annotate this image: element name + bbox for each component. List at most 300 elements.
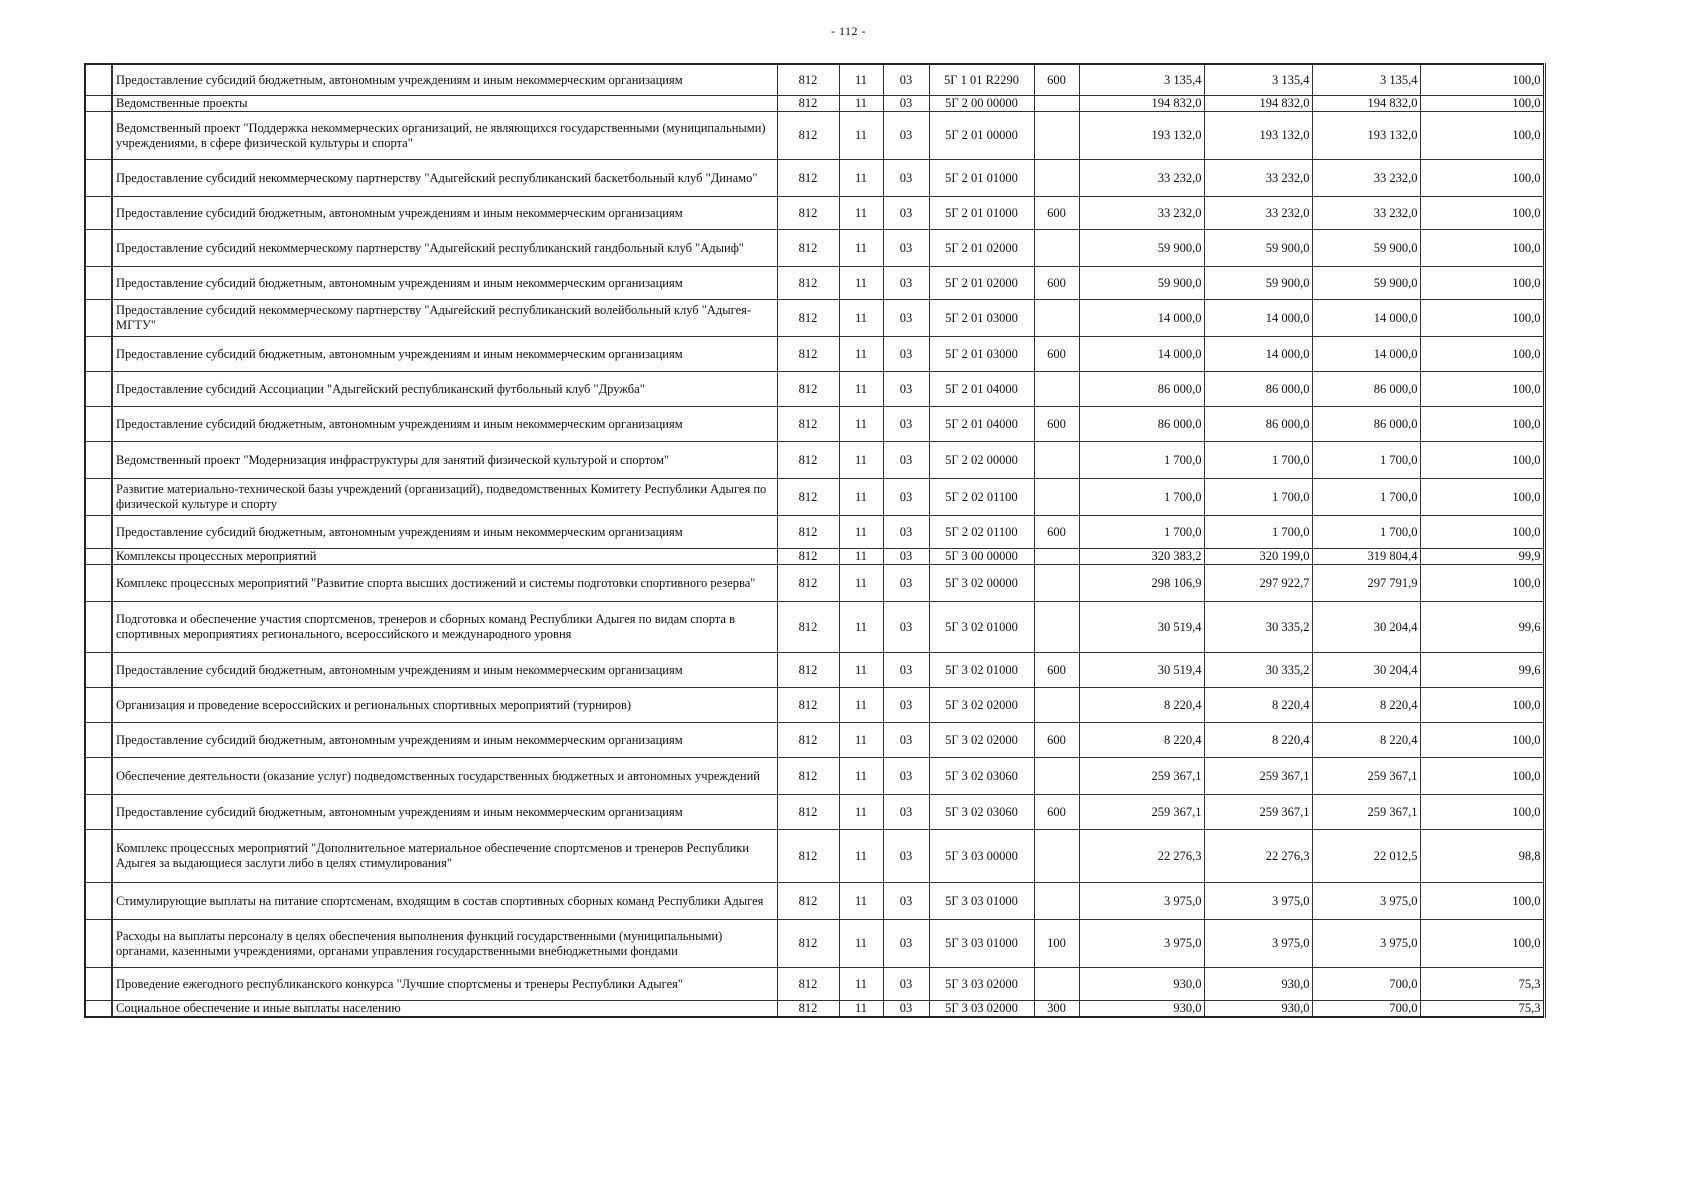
row-section-code: 11 — [839, 795, 883, 830]
row-amount-revised: 320 199,0 — [1204, 549, 1312, 565]
row-margin-cell — [85, 160, 112, 197]
row-name: Предоставление субсидий бюджетным, автономным учреждениям и иным некоммерческим организациям — [112, 723, 777, 758]
table-row — [85, 549, 1544, 565]
row-amount-revised: 3 975,0 — [1204, 883, 1312, 920]
row-subsection-code: 03 — [883, 337, 929, 372]
row-amount-revised: 30 335,2 — [1204, 602, 1312, 653]
row-section-code: 11 — [839, 920, 883, 968]
row-execution-percent: 100,0 — [1420, 795, 1544, 830]
row-section-code: 11 — [839, 300, 883, 337]
row-expense-type: 600 — [1034, 653, 1079, 688]
row-name: Развитие материально-технической базы учреждений (организаций), подведомственных Комитету Республики Адыгея по физической культуре и спорту — [112, 479, 777, 516]
row-expense-type — [1034, 565, 1079, 602]
row-amount-executed: 59 900,0 — [1312, 230, 1420, 267]
row-ministry-code: 812 — [777, 795, 839, 830]
budget-table-wrapper — [84, 63, 1546, 1018]
row-ministry-code: 812 — [777, 372, 839, 407]
row-subsection-code: 03 — [883, 442, 929, 479]
row-amount-executed: 8 220,4 — [1312, 723, 1420, 758]
row-ministry-code: 812 — [777, 407, 839, 442]
row-amount-revised: 930,0 — [1204, 968, 1312, 1001]
row-margin-cell — [85, 758, 112, 795]
row-amount-executed: 86 000,0 — [1312, 372, 1420, 407]
row-section-code: 11 — [839, 230, 883, 267]
row-target-article: 5Г 3 03 02000 — [929, 968, 1034, 1001]
row-expense-type: 600 — [1034, 197, 1079, 230]
row-amount-planned: 259 367,1 — [1079, 758, 1204, 795]
row-amount-revised: 86 000,0 — [1204, 372, 1312, 407]
row-amount-executed: 33 232,0 — [1312, 197, 1420, 230]
row-ministry-code: 812 — [777, 723, 839, 758]
row-amount-executed: 3 975,0 — [1312, 920, 1420, 968]
row-section-code: 11 — [839, 337, 883, 372]
row-section-code: 11 — [839, 267, 883, 300]
row-target-article: 5Г 2 02 01100 — [929, 516, 1034, 549]
row-target-article: 5Г 3 03 02000 — [929, 1001, 1034, 1018]
row-target-article: 5Г 2 01 04000 — [929, 372, 1034, 407]
row-section-code: 11 — [839, 723, 883, 758]
row-target-article: 5Г 2 01 03000 — [929, 300, 1034, 337]
row-margin-cell — [85, 267, 112, 300]
table-row — [85, 407, 1544, 442]
row-amount-executed: 22 012,5 — [1312, 830, 1420, 883]
row-amount-executed: 1 700,0 — [1312, 516, 1420, 549]
row-ministry-code: 812 — [777, 230, 839, 267]
row-amount-executed: 194 832,0 — [1312, 96, 1420, 112]
row-subsection-code: 03 — [883, 112, 929, 160]
row-execution-percent: 100,0 — [1420, 758, 1544, 795]
row-amount-planned: 194 832,0 — [1079, 96, 1204, 112]
row-amount-executed: 33 232,0 — [1312, 160, 1420, 197]
row-name: Организация и проведение всероссийских и региональных спортивных мероприятий (турниров) — [112, 688, 777, 723]
row-target-article: 5Г 3 03 01000 — [929, 920, 1034, 968]
row-name: Предоставление субсидий некоммерческому партнерству "Адыгейский республиканский волейбольный клуб "Адыгея-МГТУ" — [112, 300, 777, 337]
table-row — [85, 516, 1544, 549]
row-target-article: 5Г 2 02 01100 — [929, 479, 1034, 516]
row-margin-cell — [85, 688, 112, 723]
table-row — [85, 883, 1544, 920]
row-subsection-code: 03 — [883, 300, 929, 337]
row-amount-executed: 259 367,1 — [1312, 795, 1420, 830]
row-section-code: 11 — [839, 830, 883, 883]
table-row — [85, 653, 1544, 688]
row-expense-type — [1034, 96, 1079, 112]
table-row — [85, 723, 1544, 758]
row-target-article: 5Г 3 02 03060 — [929, 758, 1034, 795]
row-margin-cell — [85, 112, 112, 160]
row-expense-type — [1034, 968, 1079, 1001]
row-target-article: 5Г 2 01 00000 — [929, 112, 1034, 160]
row-section-code: 11 — [839, 64, 883, 96]
row-amount-executed: 86 000,0 — [1312, 407, 1420, 442]
row-margin-cell — [85, 830, 112, 883]
table-row — [85, 300, 1544, 337]
row-section-code: 11 — [839, 602, 883, 653]
table-row — [85, 602, 1544, 653]
row-amount-executed: 8 220,4 — [1312, 688, 1420, 723]
table-row — [85, 968, 1544, 1001]
row-name: Расходы на выплаты персоналу в целях обеспечения выполнения функций государственными (муниципальными) органами, казенными учреждениями, органами управления государственными внебюджетными фондами — [112, 920, 777, 968]
row-amount-revised: 259 367,1 — [1204, 795, 1312, 830]
budget-table — [84, 63, 1546, 1018]
row-amount-revised: 59 900,0 — [1204, 230, 1312, 267]
row-execution-percent: 100,0 — [1420, 64, 1544, 96]
row-target-article: 5Г 3 02 01000 — [929, 602, 1034, 653]
row-section-code: 11 — [839, 372, 883, 407]
row-subsection-code: 03 — [883, 230, 929, 267]
row-amount-revised: 22 276,3 — [1204, 830, 1312, 883]
row-target-article: 5Г 3 03 00000 — [929, 830, 1034, 883]
row-target-article: 5Г 2 01 01000 — [929, 197, 1034, 230]
row-target-article: 5Г 2 01 02000 — [929, 267, 1034, 300]
row-margin-cell — [85, 1001, 112, 1018]
row-ministry-code: 812 — [777, 112, 839, 160]
row-execution-percent: 99,6 — [1420, 653, 1544, 688]
row-execution-percent: 100,0 — [1420, 883, 1544, 920]
row-section-code: 11 — [839, 883, 883, 920]
row-name: Социальное обеспечение и иные выплаты населению — [112, 1001, 777, 1018]
row-amount-executed: 59 900,0 — [1312, 267, 1420, 300]
row-amount-planned: 59 900,0 — [1079, 267, 1204, 300]
row-subsection-code: 03 — [883, 795, 929, 830]
row-amount-planned: 8 220,4 — [1079, 688, 1204, 723]
row-amount-executed: 30 204,4 — [1312, 602, 1420, 653]
row-section-code: 11 — [839, 479, 883, 516]
row-name: Ведомственный проект "Поддержка некоммерческих организаций, не являющихся государственными (муниципальными) учреждениями, в сфере физической культуры и спорта" — [112, 112, 777, 160]
row-amount-revised: 33 232,0 — [1204, 160, 1312, 197]
table-row — [85, 230, 1544, 267]
row-amount-revised: 1 700,0 — [1204, 479, 1312, 516]
row-subsection-code: 03 — [883, 920, 929, 968]
row-name: Предоставление субсидий бюджетным, автономным учреждениям и иным некоммерческим организациям — [112, 197, 777, 230]
row-amount-planned: 320 383,2 — [1079, 549, 1204, 565]
table-row — [85, 96, 1544, 112]
row-execution-percent: 100,0 — [1420, 372, 1544, 407]
row-amount-executed: 700,0 — [1312, 968, 1420, 1001]
row-subsection-code: 03 — [883, 197, 929, 230]
row-margin-cell — [85, 602, 112, 653]
row-amount-planned: 86 000,0 — [1079, 407, 1204, 442]
table-row — [85, 442, 1544, 479]
row-expense-type — [1034, 112, 1079, 160]
row-amount-revised: 259 367,1 — [1204, 758, 1312, 795]
row-amount-planned: 33 232,0 — [1079, 197, 1204, 230]
row-margin-cell — [85, 920, 112, 968]
table-row — [85, 688, 1544, 723]
row-amount-revised: 14 000,0 — [1204, 300, 1312, 337]
row-subsection-code: 03 — [883, 968, 929, 1001]
row-name: Предоставление субсидий Ассоциации "Адыгейский республиканский футбольный клуб "Дружба" — [112, 372, 777, 407]
row-amount-planned: 59 900,0 — [1079, 230, 1204, 267]
row-amount-revised: 3 135,4 — [1204, 64, 1312, 96]
row-target-article: 5Г 3 02 00000 — [929, 565, 1034, 602]
row-execution-percent: 100,0 — [1420, 688, 1544, 723]
row-ministry-code: 812 — [777, 96, 839, 112]
row-name: Предоставление субсидий бюджетным, автономным учреждениям и иным некоммерческим организациям — [112, 267, 777, 300]
row-margin-cell — [85, 479, 112, 516]
row-execution-percent: 100,0 — [1420, 442, 1544, 479]
row-name: Предоставление субсидий некоммерческому партнерству "Адыгейский республиканский гандбольный клуб "Адыиф" — [112, 230, 777, 267]
row-expense-type: 100 — [1034, 920, 1079, 968]
row-amount-executed: 1 700,0 — [1312, 442, 1420, 479]
row-execution-percent: 98,8 — [1420, 830, 1544, 883]
row-section-code: 11 — [839, 112, 883, 160]
row-ministry-code: 812 — [777, 479, 839, 516]
row-execution-percent: 100,0 — [1420, 337, 1544, 372]
row-amount-planned: 259 367,1 — [1079, 795, 1204, 830]
row-name: Комплекс процессных мероприятий "Развитие спорта высших достижений и системы подготовки спортивного резерва" — [112, 565, 777, 602]
row-amount-executed: 193 132,0 — [1312, 112, 1420, 160]
row-name: Предоставление субсидий бюджетным, автономным учреждениям и иным некоммерческим организациям — [112, 407, 777, 442]
table-row — [85, 565, 1544, 602]
row-name: Комплексы процессных мероприятий — [112, 549, 777, 565]
row-margin-cell — [85, 723, 112, 758]
row-ministry-code: 812 — [777, 549, 839, 565]
row-amount-planned: 1 700,0 — [1079, 479, 1204, 516]
row-amount-revised: 1 700,0 — [1204, 442, 1312, 479]
row-ministry-code: 812 — [777, 160, 839, 197]
row-target-article: 5Г 3 02 02000 — [929, 688, 1034, 723]
row-execution-percent: 99,9 — [1420, 549, 1544, 565]
row-subsection-code: 03 — [883, 1001, 929, 1018]
row-margin-cell — [85, 300, 112, 337]
row-section-code: 11 — [839, 1001, 883, 1018]
page-number: - 112 - — [830, 24, 867, 38]
row-subsection-code: 03 — [883, 372, 929, 407]
row-ministry-code: 812 — [777, 442, 839, 479]
table-row — [85, 197, 1544, 230]
row-execution-percent: 100,0 — [1420, 96, 1544, 112]
row-margin-cell — [85, 407, 112, 442]
row-subsection-code: 03 — [883, 883, 929, 920]
row-subsection-code: 03 — [883, 479, 929, 516]
row-amount-planned: 3 975,0 — [1079, 883, 1204, 920]
row-execution-percent: 100,0 — [1420, 723, 1544, 758]
row-amount-planned: 14 000,0 — [1079, 300, 1204, 337]
row-ministry-code: 812 — [777, 300, 839, 337]
row-target-article: 5Г 2 01 02000 — [929, 230, 1034, 267]
row-margin-cell — [85, 968, 112, 1001]
row-execution-percent: 100,0 — [1420, 516, 1544, 549]
row-subsection-code: 03 — [883, 96, 929, 112]
row-ministry-code: 812 — [777, 197, 839, 230]
row-expense-type — [1034, 372, 1079, 407]
row-amount-revised: 33 232,0 — [1204, 197, 1312, 230]
row-ministry-code: 812 — [777, 653, 839, 688]
row-amount-revised: 14 000,0 — [1204, 337, 1312, 372]
row-subsection-code: 03 — [883, 653, 929, 688]
row-name: Ведомственный проект "Модернизация инфраструктуры для занятий физической культурой и спортом" — [112, 442, 777, 479]
row-ministry-code: 812 — [777, 337, 839, 372]
row-ministry-code: 812 — [777, 516, 839, 549]
row-section-code: 11 — [839, 549, 883, 565]
row-name: Предоставление субсидий бюджетным, автономным учреждениям и иным некоммерческим организациям — [112, 337, 777, 372]
row-section-code: 11 — [839, 565, 883, 602]
row-expense-type: 600 — [1034, 407, 1079, 442]
row-margin-cell — [85, 516, 112, 549]
table-row — [85, 267, 1544, 300]
row-amount-planned: 22 276,3 — [1079, 830, 1204, 883]
row-expense-type — [1034, 758, 1079, 795]
row-amount-revised: 1 700,0 — [1204, 516, 1312, 549]
row-amount-planned: 86 000,0 — [1079, 372, 1204, 407]
row-ministry-code: 812 — [777, 920, 839, 968]
row-ministry-code: 812 — [777, 64, 839, 96]
row-amount-planned: 30 519,4 — [1079, 653, 1204, 688]
row-subsection-code: 03 — [883, 516, 929, 549]
row-name: Предоставление субсидий бюджетным, автономным учреждениям и иным некоммерческим организациям — [112, 516, 777, 549]
table-row — [85, 758, 1544, 795]
row-amount-revised: 3 975,0 — [1204, 920, 1312, 968]
row-execution-percent: 100,0 — [1420, 267, 1544, 300]
row-amount-planned: 33 232,0 — [1079, 160, 1204, 197]
row-target-article: 5Г 3 02 02000 — [929, 723, 1034, 758]
row-execution-percent: 100,0 — [1420, 230, 1544, 267]
table-body — [85, 64, 1544, 1017]
row-expense-type — [1034, 160, 1079, 197]
row-execution-percent: 100,0 — [1420, 112, 1544, 160]
row-name: Предоставление субсидий бюджетным, автономным учреждениям и иным некоммерческим организациям — [112, 795, 777, 830]
row-section-code: 11 — [839, 758, 883, 795]
row-margin-cell — [85, 549, 112, 565]
row-ministry-code: 812 — [777, 565, 839, 602]
row-subsection-code: 03 — [883, 688, 929, 723]
row-name: Предоставление субсидий некоммерческому партнерству "Адыгейский республиканский баскетбольный клуб "Динамо" — [112, 160, 777, 197]
table-row — [85, 830, 1544, 883]
row-margin-cell — [85, 883, 112, 920]
row-amount-executed: 259 367,1 — [1312, 758, 1420, 795]
row-amount-executed: 3 975,0 — [1312, 883, 1420, 920]
row-execution-percent: 100,0 — [1420, 160, 1544, 197]
row-target-article: 5Г 3 02 01000 — [929, 653, 1034, 688]
row-expense-type — [1034, 230, 1079, 267]
row-section-code: 11 — [839, 688, 883, 723]
row-amount-planned: 14 000,0 — [1079, 337, 1204, 372]
row-expense-type: 300 — [1034, 1001, 1079, 1018]
row-amount-revised: 8 220,4 — [1204, 723, 1312, 758]
row-amount-planned: 930,0 — [1079, 1001, 1204, 1018]
row-subsection-code: 03 — [883, 565, 929, 602]
row-execution-percent: 99,6 — [1420, 602, 1544, 653]
row-amount-planned: 3 975,0 — [1079, 920, 1204, 968]
row-amount-executed: 700,0 — [1312, 1001, 1420, 1018]
row-amount-executed: 30 204,4 — [1312, 653, 1420, 688]
row-ministry-code: 812 — [777, 267, 839, 300]
row-target-article: 5Г 3 02 03060 — [929, 795, 1034, 830]
row-margin-cell — [85, 565, 112, 602]
row-amount-planned: 1 700,0 — [1079, 516, 1204, 549]
table-row — [85, 372, 1544, 407]
row-ministry-code: 812 — [777, 968, 839, 1001]
row-execution-percent: 100,0 — [1420, 565, 1544, 602]
row-name: Ведомственные проекты — [112, 96, 777, 112]
row-subsection-code: 03 — [883, 602, 929, 653]
row-section-code: 11 — [839, 160, 883, 197]
row-expense-type — [1034, 688, 1079, 723]
row-ministry-code: 812 — [777, 602, 839, 653]
row-target-article: 5Г 2 01 01000 — [929, 160, 1034, 197]
row-name: Проведение ежегодного республиканского конкурса "Лучшие спортсмены и тренеры Республики Адыгея" — [112, 968, 777, 1001]
table-row — [85, 1001, 1544, 1018]
row-margin-cell — [85, 197, 112, 230]
row-section-code: 11 — [839, 653, 883, 688]
row-section-code: 11 — [839, 442, 883, 479]
row-amount-planned: 298 106,9 — [1079, 565, 1204, 602]
row-amount-executed: 319 804,4 — [1312, 549, 1420, 565]
row-expense-type — [1034, 442, 1079, 479]
row-execution-percent: 100,0 — [1420, 479, 1544, 516]
row-subsection-code: 03 — [883, 723, 929, 758]
row-margin-cell — [85, 653, 112, 688]
row-margin-cell — [85, 337, 112, 372]
row-target-article: 5Г 2 00 00000 — [929, 96, 1034, 112]
row-margin-cell — [85, 795, 112, 830]
row-name: Комплекс процессных мероприятий "Дополнительное материальное обеспечение спортсменов и тренеров Республики Адыгея за выдающиеся заслуги либо в целях стимулирования" — [112, 830, 777, 883]
row-expense-type — [1034, 479, 1079, 516]
row-subsection-code: 03 — [883, 549, 929, 565]
row-target-article: 5Г 2 02 00000 — [929, 442, 1034, 479]
row-margin-cell — [85, 230, 112, 267]
row-target-article: 5Г 2 01 04000 — [929, 407, 1034, 442]
row-expense-type — [1034, 883, 1079, 920]
row-section-code: 11 — [839, 516, 883, 549]
row-amount-planned: 3 135,4 — [1079, 64, 1204, 96]
row-expense-type — [1034, 602, 1079, 653]
row-amount-planned: 930,0 — [1079, 968, 1204, 1001]
row-amount-executed: 1 700,0 — [1312, 479, 1420, 516]
row-subsection-code: 03 — [883, 160, 929, 197]
row-subsection-code: 03 — [883, 758, 929, 795]
row-expense-type: 600 — [1034, 516, 1079, 549]
row-amount-executed: 14 000,0 — [1312, 300, 1420, 337]
row-ministry-code: 812 — [777, 830, 839, 883]
row-ministry-code: 812 — [777, 883, 839, 920]
row-name: Подготовка и обеспечение участия спортсменов, тренеров и сборных команд Республики Адыгея по видам спорта в спортивных мероприятиях регионального, всероссийского и международного уровня — [112, 602, 777, 653]
row-amount-executed: 14 000,0 — [1312, 337, 1420, 372]
row-expense-type — [1034, 300, 1079, 337]
table-row — [85, 795, 1544, 830]
row-expense-type: 600 — [1034, 723, 1079, 758]
row-amount-revised: 86 000,0 — [1204, 407, 1312, 442]
row-expense-type — [1034, 830, 1079, 883]
row-execution-percent: 100,0 — [1420, 407, 1544, 442]
row-subsection-code: 03 — [883, 830, 929, 883]
table-row — [85, 160, 1544, 197]
table-row — [85, 64, 1544, 96]
row-amount-executed: 3 135,4 — [1312, 64, 1420, 96]
row-subsection-code: 03 — [883, 64, 929, 96]
row-section-code: 11 — [839, 407, 883, 442]
row-target-article: 5Г 2 01 03000 — [929, 337, 1034, 372]
row-subsection-code: 03 — [883, 407, 929, 442]
table-row — [85, 112, 1544, 160]
row-name: Обеспечение деятельности (оказание услуг) подведомственных государственных бюджетных и автономных учреждений — [112, 758, 777, 795]
row-amount-revised: 297 922,7 — [1204, 565, 1312, 602]
table-row — [85, 337, 1544, 372]
row-subsection-code: 03 — [883, 267, 929, 300]
row-amount-revised: 30 335,2 — [1204, 653, 1312, 688]
row-execution-percent: 75,3 — [1420, 1001, 1544, 1018]
table-row — [85, 920, 1544, 968]
row-section-code: 11 — [839, 968, 883, 1001]
row-target-article: 5Г 1 01 R2290 — [929, 64, 1034, 96]
row-expense-type: 600 — [1034, 64, 1079, 96]
row-section-code: 11 — [839, 197, 883, 230]
row-expense-type: 600 — [1034, 795, 1079, 830]
table-row — [85, 479, 1544, 516]
row-amount-planned: 8 220,4 — [1079, 723, 1204, 758]
row-amount-planned: 30 519,4 — [1079, 602, 1204, 653]
